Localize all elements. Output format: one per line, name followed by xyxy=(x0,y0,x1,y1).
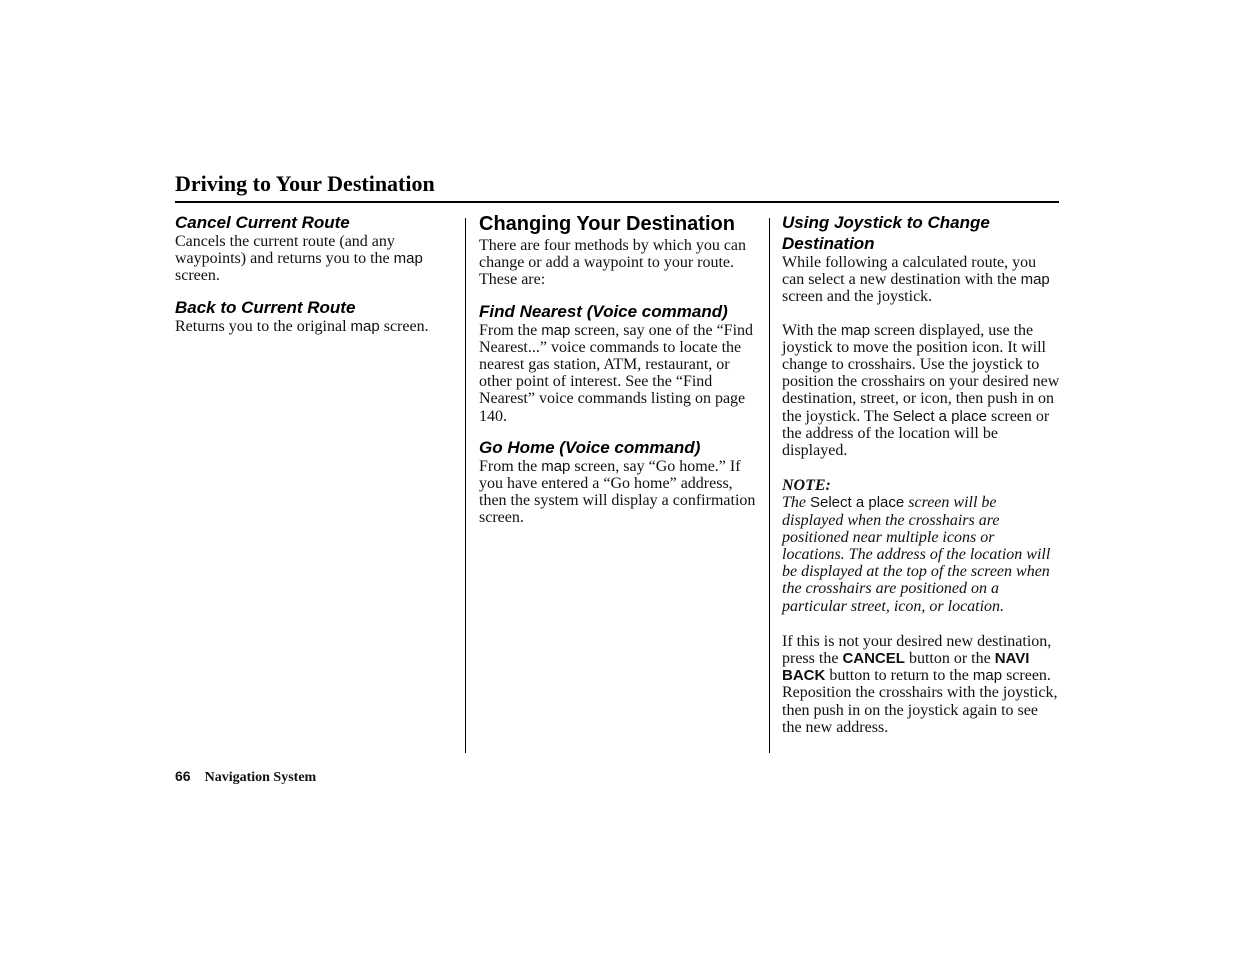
select-place-term: Select a place xyxy=(810,494,905,512)
map-term: map xyxy=(541,321,571,339)
map-term: map xyxy=(393,250,423,268)
section-name: Navigation System xyxy=(204,770,317,785)
column-right xyxy=(782,212,1060,736)
map-term: map xyxy=(541,457,571,475)
note-block: NOTE: The Select a place screen will be displayed when the crosshairs are positioned near multiple icons or locations. The address of the location will be displayed at the top of the screen when the crosshairs are positioned on a particular street, icon, or location. xyxy=(782,477,1051,615)
find-nearest-text: From the map screen, say one of the “Find Nearest...” voice commands to locate the nearest gas station, ATM, restaurant, or other point of interest. See the “Find Nearest” voice commands listing on page 140. xyxy=(479,321,754,425)
note-label: NOTE: xyxy=(782,477,831,495)
map-term: map xyxy=(972,667,1003,685)
map-term: map xyxy=(840,321,871,339)
column-divider xyxy=(465,218,466,753)
column-divider xyxy=(769,218,770,753)
go-home-heading: Go Home (Voice command) xyxy=(479,437,701,457)
back-route-heading: Back to Current Route xyxy=(175,297,356,317)
map-term: map xyxy=(1020,271,1050,289)
column-middle xyxy=(479,212,757,527)
changing-destination-text: There are four methods by which you can change or add a waypoint to your route. These are: xyxy=(479,237,747,289)
cancel-route-heading: Cancel Current Route xyxy=(175,213,350,232)
back-route-text: Returns you to the original map screen. xyxy=(175,317,429,335)
go-home-text: From the map screen, say “Go home.” If you have entered a “Go home” address, then the system will display a confirmation screen. xyxy=(479,457,756,527)
column-left xyxy=(175,212,455,335)
page-number: 66 xyxy=(175,768,191,784)
cancel-button-term: CANCEL xyxy=(842,650,905,668)
changing-destination-heading: Changing Your Destination xyxy=(479,213,735,235)
map-term: map xyxy=(350,317,380,335)
navi-back-button-term: NAVI BACK xyxy=(782,650,1030,685)
find-nearest-heading: Find Nearest (Voice command) xyxy=(479,301,728,321)
page-footer xyxy=(175,767,316,787)
cancel-route-text: Cancels the current route (and any waypoints) and returns you to the map screen. xyxy=(175,233,423,285)
joystick-retry-text: If this is not your desired new destination, press the CANCEL button or the NAVI BACK button to return to the map screen. Reposition the crosshairs with the joystick, then push in on the joystick again to see the new address. xyxy=(782,632,1058,736)
joystick-intro-text: While following a calculated route, you can select a new destination with the map screen and the joystick. xyxy=(782,254,1050,306)
joystick-steps-text: With the map screen displayed, use the joystick to move the position icon. It will change to crosshairs. Use the joystick to position the crosshairs on your desired new destination, street, or icon, then push in on the joystick. The Select a place screen or the address of the location will be displayed. xyxy=(782,321,1060,460)
select-place-term: Select a place xyxy=(892,407,988,425)
title-divider xyxy=(175,201,1059,203)
joystick-heading: Using Joystick to Change Destination xyxy=(782,213,990,253)
page-title: Driving to Your Destination xyxy=(175,171,435,196)
